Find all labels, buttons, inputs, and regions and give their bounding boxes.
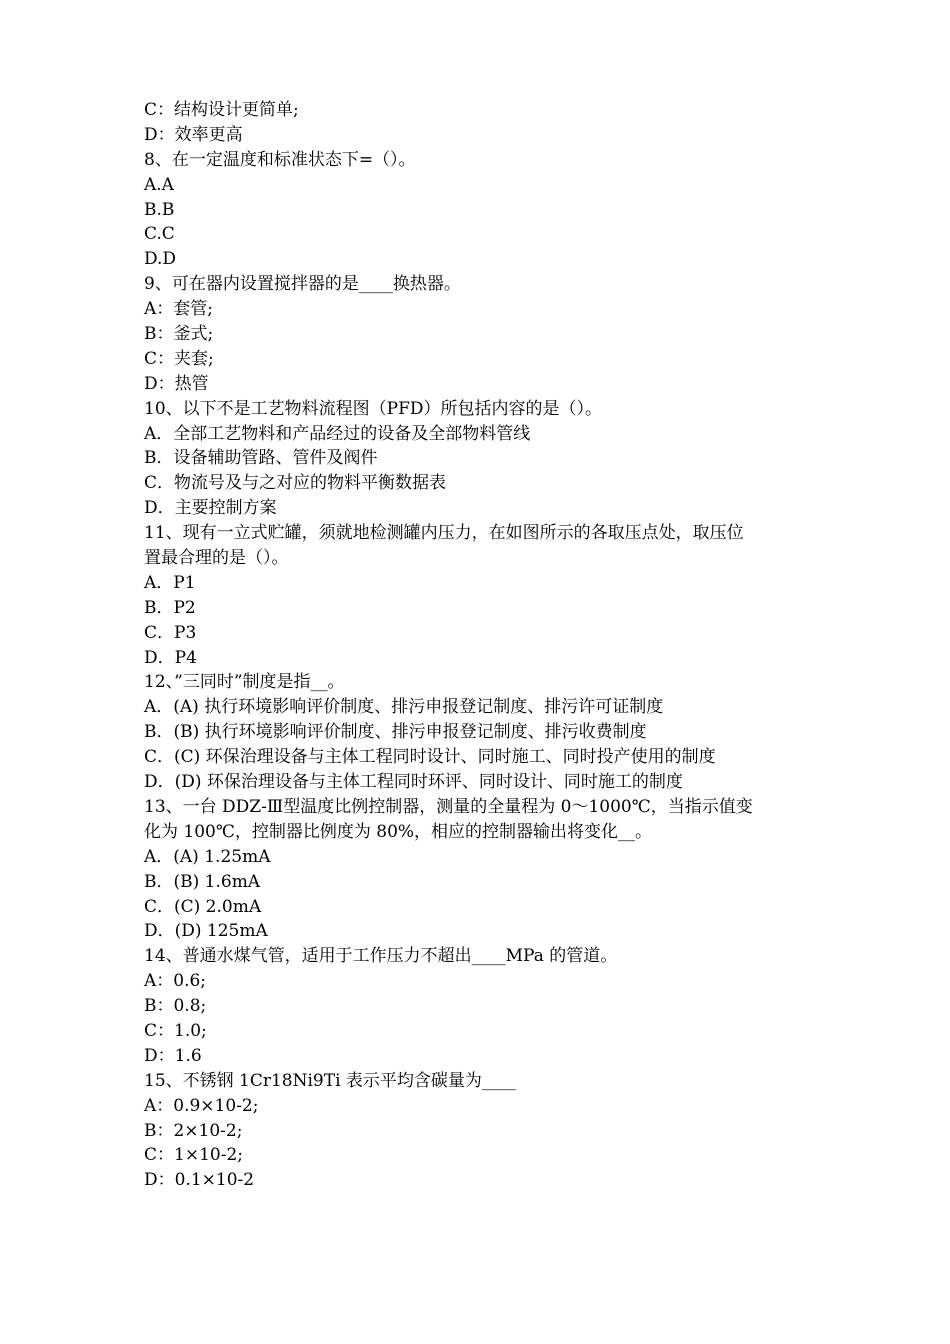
question-8: 8、在一定温度和标准状态下=（）。 (144, 149, 416, 170)
option-line: A：0.9×10-2; (144, 1095, 259, 1116)
option-line: D：0.1×10-2 (144, 1170, 255, 1191)
option-line: A.A (144, 174, 174, 195)
option-line: D．主要控制方案 (144, 498, 277, 519)
question-13-continued: 化为 100℃，控制器比例度为 80%，相应的控制器输出将变化__。 (144, 821, 653, 842)
option-line: D．P4 (144, 647, 197, 668)
option-line: C．物流号及与之对应的物料平衡数据表 (144, 473, 447, 494)
option-line: B：0.8; (144, 996, 207, 1017)
option-line: B．(B) 执行环境影响评价制度、排污申报登记制度、排污收费制度 (144, 722, 647, 743)
option-line: A．P1 (144, 572, 196, 593)
question-14: 14、普通水煤气管，适用于工作压力不超出____MPa 的管道。 (144, 946, 618, 967)
option-line: C.C (144, 224, 175, 245)
question-12: 12、”三同时”制度是指__。 (144, 672, 345, 693)
option-line: A：0.6; (144, 971, 207, 992)
option-line: B：釜式; (144, 324, 214, 345)
option-line: C．(C) 2.0mA (144, 896, 262, 917)
question-13: 13、一台 DDZ-Ⅲ型温度比例控制器，测量的全量程为 0～1000℃，当指示值变 (144, 796, 753, 817)
option-line: D：1.6 (144, 1045, 202, 1066)
text-line: D：效率更高 (144, 124, 243, 145)
option-line: D：热管 (144, 373, 209, 394)
question-11-continued: 置最合理的是（）。 (144, 548, 289, 569)
question-9: 9、可在器内设置搅拌器的是____换热器。 (144, 274, 461, 295)
option-line: A：套管; (144, 299, 214, 320)
option-line: B．P2 (144, 597, 196, 618)
text-line: C：结构设计更简单; (144, 100, 299, 120)
question-10: 10、以下不是工艺物料流程图（PFD）所包括内容的是（）。 (144, 398, 602, 419)
option-line: A．(A) 执行环境影响评价制度、排污申报登记制度、排污许可证制度 (144, 697, 664, 718)
option-line: C：1.0; (144, 1020, 207, 1041)
option-line: C．P3 (144, 622, 197, 643)
option-line: A．(A) 1.25mA (144, 846, 271, 867)
option-line: A．全部工艺物料和产品经过的设备及全部物料管线 (144, 423, 531, 444)
document-body (144, 98, 824, 1193)
option-line: D.D (144, 249, 177, 270)
question-11: 11、现有一立式贮罐，须就地检测罐内压力，在如图所示的各取压点处，取压位 (144, 523, 744, 544)
option-line: B．(B) 1.6mA (144, 871, 261, 892)
option-line: B.B (144, 199, 175, 220)
question-15: 15、不锈钢 1Cr18Ni9Ti 表示平均含碳量为____ (144, 1070, 516, 1091)
option-line: D．(D) 环保治理设备与主体工程同时环评、同时设计、同时施工的制度 (144, 772, 683, 793)
option-line: C：夹套; (144, 348, 214, 369)
option-line: C．(C) 环保治理设备与主体工程同时设计、同时施工、同时投产使用的制度 (144, 747, 716, 768)
option-line: C：1×10-2; (144, 1145, 243, 1166)
option-line: D．(D) 125mA (144, 921, 268, 942)
option-line: B．设备辅助管路、管件及阀件 (144, 448, 378, 469)
option-line: B：2×10-2; (144, 1120, 243, 1141)
